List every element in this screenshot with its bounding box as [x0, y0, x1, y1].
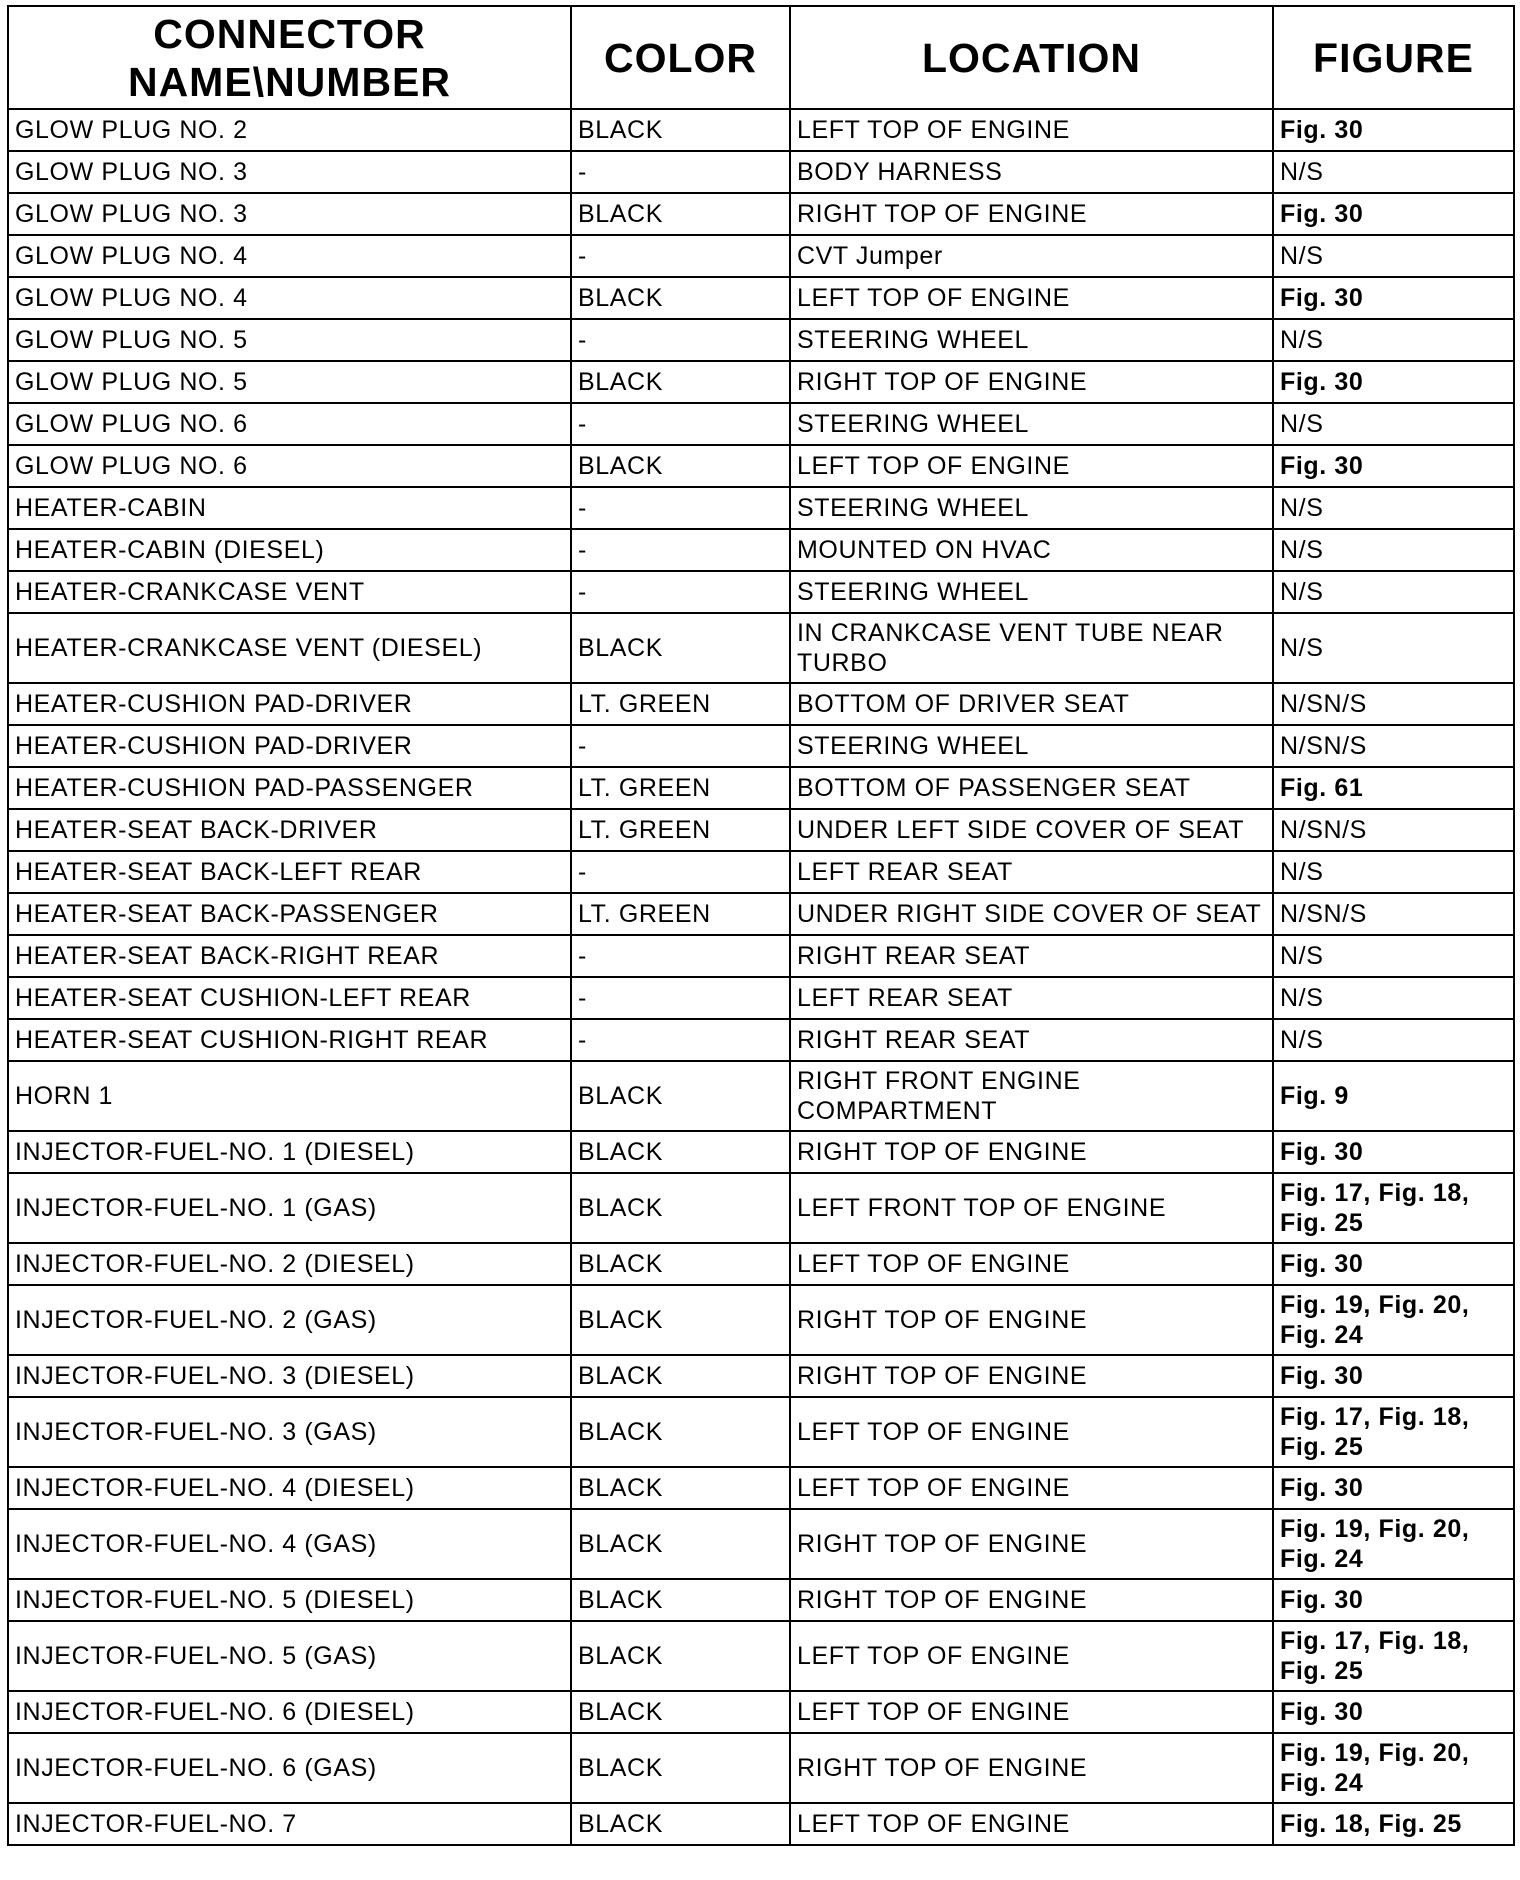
cell-location: RIGHT REAR SEAT [790, 1019, 1273, 1061]
header-color: COLOR [571, 6, 790, 109]
cell-connector-name: GLOW PLUG NO. 5 [8, 319, 571, 361]
table-row [8, 193, 1514, 235]
cell-connector-name: HEATER-SEAT BACK-LEFT REAR [8, 851, 571, 893]
cell-color: - [571, 935, 790, 977]
cell-color: - [571, 1019, 790, 1061]
connector-table [7, 5, 1515, 1846]
cell-connector-name: HEATER-CUSHION PAD-DRIVER [8, 683, 571, 725]
table-row [8, 1397, 1514, 1467]
cell-figure: N/S [1273, 977, 1514, 1019]
cell-figure: Fig. 19, Fig. 20, Fig. 24 [1273, 1509, 1514, 1579]
cell-connector-name: HEATER-SEAT CUSHION-RIGHT REAR [8, 1019, 571, 1061]
cell-connector-name: HEATER-SEAT BACK-PASSENGER [8, 893, 571, 935]
table-header [8, 6, 1514, 109]
cell-figure: Fig. 30 [1273, 1691, 1514, 1733]
table-row [8, 1509, 1514, 1579]
header-row [8, 6, 1514, 109]
cell-connector-name: HEATER-CUSHION PAD-DRIVER [8, 725, 571, 767]
cell-color: - [571, 235, 790, 277]
table-row [8, 1355, 1514, 1397]
cell-location: RIGHT FRONT ENGINE COMPARTMENT [790, 1061, 1273, 1131]
cell-figure: Fig. 17, Fig. 18, Fig. 25 [1273, 1621, 1514, 1691]
table-row [8, 1691, 1514, 1733]
cell-color: - [571, 851, 790, 893]
cell-figure: N/S [1273, 235, 1514, 277]
cell-location: BODY HARNESS [790, 151, 1273, 193]
cell-location: LEFT REAR SEAT [790, 977, 1273, 1019]
cell-location: BOTTOM OF PASSENGER SEAT [790, 767, 1273, 809]
table-row [8, 1061, 1514, 1131]
cell-location: UNDER LEFT SIDE COVER OF SEAT [790, 809, 1273, 851]
cell-figure: Fig. 19, Fig. 20, Fig. 24 [1273, 1285, 1514, 1355]
cell-location: RIGHT TOP OF ENGINE [790, 361, 1273, 403]
table-row [8, 151, 1514, 193]
cell-connector-name: GLOW PLUG NO. 6 [8, 445, 571, 487]
cell-figure: N/S [1273, 613, 1514, 683]
cell-figure: Fig. 30 [1273, 1355, 1514, 1397]
cell-location: CVT Jumper [790, 235, 1273, 277]
cell-connector-name: INJECTOR-FUEL-NO. 1 (DIESEL) [8, 1131, 571, 1173]
cell-location: LEFT TOP OF ENGINE [790, 445, 1273, 487]
table-row [8, 1019, 1514, 1061]
cell-connector-name: INJECTOR-FUEL-NO. 4 (GAS) [8, 1509, 571, 1579]
cell-location: UNDER RIGHT SIDE COVER OF SEAT [790, 893, 1273, 935]
cell-location: LEFT TOP OF ENGINE [790, 277, 1273, 319]
table-row [8, 851, 1514, 893]
cell-figure: Fig. 61 [1273, 767, 1514, 809]
cell-figure: N/S [1273, 403, 1514, 445]
cell-connector-name: INJECTOR-FUEL-NO. 4 (DIESEL) [8, 1467, 571, 1509]
cell-connector-name: GLOW PLUG NO. 4 [8, 277, 571, 319]
cell-location: LEFT TOP OF ENGINE [790, 1803, 1273, 1845]
table-row [8, 1285, 1514, 1355]
cell-figure: N/S [1273, 935, 1514, 977]
cell-connector-name: HEATER-SEAT BACK-DRIVER [8, 809, 571, 851]
table-row [8, 319, 1514, 361]
cell-location: RIGHT TOP OF ENGINE [790, 1131, 1273, 1173]
table-row [8, 725, 1514, 767]
table-row [8, 935, 1514, 977]
cell-location: LEFT TOP OF ENGINE [790, 1397, 1273, 1467]
cell-figure: N/S [1273, 571, 1514, 613]
cell-connector-name: INJECTOR-FUEL-NO. 5 (GAS) [8, 1621, 571, 1691]
cell-location: LEFT TOP OF ENGINE [790, 1621, 1273, 1691]
cell-connector-name: GLOW PLUG NO. 3 [8, 151, 571, 193]
table-row [8, 683, 1514, 725]
cell-location: STEERING WHEEL [790, 571, 1273, 613]
cell-figure: Fig. 30 [1273, 109, 1514, 151]
cell-figure: N/S [1273, 1019, 1514, 1061]
table-row [8, 767, 1514, 809]
cell-color: BLACK [571, 1285, 790, 1355]
cell-color: - [571, 977, 790, 1019]
cell-figure: Fig. 30 [1273, 1579, 1514, 1621]
cell-color: BLACK [571, 1803, 790, 1845]
cell-connector-name: GLOW PLUG NO. 6 [8, 403, 571, 445]
cell-location: LEFT TOP OF ENGINE [790, 1691, 1273, 1733]
cell-location: RIGHT TOP OF ENGINE [790, 1285, 1273, 1355]
table-row [8, 361, 1514, 403]
cell-color: - [571, 319, 790, 361]
cell-connector-name: INJECTOR-FUEL-NO. 3 (GAS) [8, 1397, 571, 1467]
table-row [8, 1131, 1514, 1173]
table-row [8, 1243, 1514, 1285]
cell-connector-name: INJECTOR-FUEL-NO. 2 (GAS) [8, 1285, 571, 1355]
cell-figure: Fig. 18, Fig. 25 [1273, 1803, 1514, 1845]
cell-color: BLACK [571, 1397, 790, 1467]
cell-figure: Fig. 30 [1273, 1131, 1514, 1173]
cell-location: MOUNTED ON HVAC [790, 529, 1273, 571]
cell-connector-name: INJECTOR-FUEL-NO. 6 (GAS) [8, 1733, 571, 1803]
cell-connector-name: INJECTOR-FUEL-NO. 7 [8, 1803, 571, 1845]
cell-location: STEERING WHEEL [790, 725, 1273, 767]
table-row [8, 1621, 1514, 1691]
cell-color: BLACK [571, 1691, 790, 1733]
cell-color: BLACK [571, 109, 790, 151]
cell-color: BLACK [571, 1355, 790, 1397]
table-row [8, 571, 1514, 613]
table-row [8, 403, 1514, 445]
cell-figure: N/SN/S [1273, 893, 1514, 935]
cell-figure: Fig. 30 [1273, 361, 1514, 403]
cell-color: BLACK [571, 277, 790, 319]
cell-connector-name: HEATER-CRANKCASE VENT (DIESEL) [8, 613, 571, 683]
cell-color: BLACK [571, 1467, 790, 1509]
header-figure: FIGURE [1273, 6, 1514, 109]
cell-figure: Fig. 17, Fig. 18, Fig. 25 [1273, 1173, 1514, 1243]
cell-figure: Fig. 30 [1273, 277, 1514, 319]
cell-color: BLACK [571, 193, 790, 235]
cell-color: - [571, 151, 790, 193]
header-connector-name: CONNECTOR NAME\NUMBER [8, 6, 571, 109]
cell-color: - [571, 487, 790, 529]
cell-figure: Fig. 19, Fig. 20, Fig. 24 [1273, 1733, 1514, 1803]
cell-connector-name: INJECTOR-FUEL-NO. 1 (GAS) [8, 1173, 571, 1243]
table-row [8, 487, 1514, 529]
table-row [8, 445, 1514, 487]
table-row [8, 977, 1514, 1019]
cell-color: BLACK [571, 1733, 790, 1803]
cell-figure: N/S [1273, 851, 1514, 893]
cell-figure: N/S [1273, 529, 1514, 571]
cell-connector-name: HORN 1 [8, 1061, 571, 1131]
table-body [8, 109, 1514, 1845]
cell-color: BLACK [571, 1131, 790, 1173]
cell-connector-name: INJECTOR-FUEL-NO. 5 (DIESEL) [8, 1579, 571, 1621]
cell-color: BLACK [571, 361, 790, 403]
cell-color: LT. GREEN [571, 809, 790, 851]
cell-figure: N/S [1273, 151, 1514, 193]
cell-location: RIGHT TOP OF ENGINE [790, 1733, 1273, 1803]
cell-color: BLACK [571, 1061, 790, 1131]
cell-color: BLACK [571, 613, 790, 683]
cell-connector-name: HEATER-CABIN (DIESEL) [8, 529, 571, 571]
cell-location: IN CRANKCASE VENT TUBE NEAR TURBO [790, 613, 1273, 683]
cell-connector-name: GLOW PLUG NO. 3 [8, 193, 571, 235]
cell-location: STEERING WHEEL [790, 403, 1273, 445]
table-row [8, 893, 1514, 935]
table-row [8, 809, 1514, 851]
cell-connector-name: INJECTOR-FUEL-NO. 6 (DIESEL) [8, 1691, 571, 1733]
cell-color: BLACK [571, 1579, 790, 1621]
cell-color: - [571, 403, 790, 445]
cell-color: - [571, 725, 790, 767]
cell-connector-name: GLOW PLUG NO. 5 [8, 361, 571, 403]
cell-color: LT. GREEN [571, 683, 790, 725]
cell-figure: Fig. 30 [1273, 1243, 1514, 1285]
cell-location: RIGHT TOP OF ENGINE [790, 1509, 1273, 1579]
cell-connector-name: GLOW PLUG NO. 2 [8, 109, 571, 151]
header-location: LOCATION [790, 6, 1273, 109]
cell-location: LEFT TOP OF ENGINE [790, 109, 1273, 151]
table-row [8, 1579, 1514, 1621]
cell-color: - [571, 529, 790, 571]
cell-figure: Fig. 30 [1273, 445, 1514, 487]
table-row [8, 613, 1514, 683]
cell-location: RIGHT TOP OF ENGINE [790, 1355, 1273, 1397]
cell-location: STEERING WHEEL [790, 319, 1273, 361]
cell-figure: N/SN/S [1273, 725, 1514, 767]
table-row [8, 235, 1514, 277]
cell-connector-name: HEATER-CABIN [8, 487, 571, 529]
cell-location: RIGHT TOP OF ENGINE [790, 193, 1273, 235]
cell-figure: N/SN/S [1273, 683, 1514, 725]
cell-color: BLACK [571, 1243, 790, 1285]
cell-location: RIGHT REAR SEAT [790, 935, 1273, 977]
connector-table-container [7, 5, 1513, 1846]
cell-figure: N/S [1273, 319, 1514, 361]
cell-location: BOTTOM OF DRIVER SEAT [790, 683, 1273, 725]
cell-color: BLACK [571, 1509, 790, 1579]
cell-figure: Fig. 30 [1273, 193, 1514, 235]
table-row [8, 529, 1514, 571]
cell-figure: Fig. 9 [1273, 1061, 1514, 1131]
cell-location: RIGHT TOP OF ENGINE [790, 1579, 1273, 1621]
cell-connector-name: HEATER-CUSHION PAD-PASSENGER [8, 767, 571, 809]
cell-connector-name: HEATER-CRANKCASE VENT [8, 571, 571, 613]
table-row [8, 109, 1514, 151]
table-row [8, 1733, 1514, 1803]
cell-connector-name: INJECTOR-FUEL-NO. 2 (DIESEL) [8, 1243, 571, 1285]
cell-connector-name: GLOW PLUG NO. 4 [8, 235, 571, 277]
cell-connector-name: HEATER-SEAT CUSHION-LEFT REAR [8, 977, 571, 1019]
table-row [8, 1803, 1514, 1845]
table-row [8, 277, 1514, 319]
cell-figure: N/SN/S [1273, 809, 1514, 851]
table-row [8, 1173, 1514, 1243]
cell-color: - [571, 571, 790, 613]
cell-location: LEFT TOP OF ENGINE [790, 1467, 1273, 1509]
table-row [8, 1467, 1514, 1509]
cell-location: LEFT FRONT TOP OF ENGINE [790, 1173, 1273, 1243]
cell-color: LT. GREEN [571, 893, 790, 935]
cell-location: STEERING WHEEL [790, 487, 1273, 529]
cell-figure: Fig. 17, Fig. 18, Fig. 25 [1273, 1397, 1514, 1467]
cell-connector-name: HEATER-SEAT BACK-RIGHT REAR [8, 935, 571, 977]
cell-color: BLACK [571, 445, 790, 487]
cell-color: LT. GREEN [571, 767, 790, 809]
cell-location: LEFT REAR SEAT [790, 851, 1273, 893]
cell-figure: Fig. 30 [1273, 1467, 1514, 1509]
cell-color: BLACK [571, 1621, 790, 1691]
cell-color: BLACK [571, 1173, 790, 1243]
cell-connector-name: INJECTOR-FUEL-NO. 3 (DIESEL) [8, 1355, 571, 1397]
cell-location: LEFT TOP OF ENGINE [790, 1243, 1273, 1285]
cell-figure: N/S [1273, 487, 1514, 529]
